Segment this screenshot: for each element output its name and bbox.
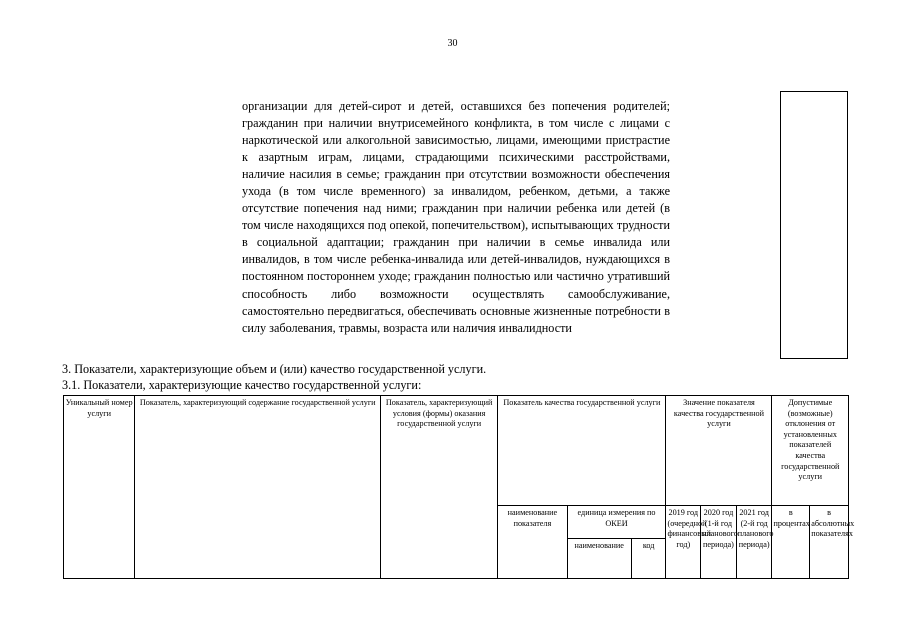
col-year-2019: 2019 год (очередной финансовый год)	[666, 506, 701, 579]
section-3-heading: 3. Показатели, характеризующие объем и (или) качество государственной услуги.	[62, 362, 487, 376]
col-content-indicator: Показатель, характеризующий содержание государственной услуги	[135, 396, 381, 579]
quality-indicators-table	[63, 395, 855, 579]
col-year-2021: 2021 год (2-й год планового периода)	[736, 506, 772, 579]
col-indicator-name: наименование показателя	[498, 506, 567, 579]
col-quality-indicator: Показатель качества государственной услуги	[498, 396, 666, 506]
section-3-1-heading: 3.1. Показатели, характеризующие качество государственной услуги:	[62, 378, 422, 392]
side-box	[780, 91, 848, 359]
col-in-percent: в процентах	[772, 506, 810, 579]
col-unit-name: наименование	[567, 539, 631, 579]
col-allowed-deviation: Допустимые (возможные) отклонения от установленных показателей качества государственной услуги	[772, 396, 849, 506]
body-paragraph: организации для детей-сирот и детей, оставшихся без попечения родителей; гражданин при наличии внутрисемейного конфликта, в том числе с лицами с наркотической или алкогольной зависимостью, лицами, имеющими пристрастие к азартным играм, лицами, страдающими психическими расстройствами, наличие насилия в семье; гражданин при отсутствии возможности обеспечения ухода (в том числе временного) за инвалидом, ребенком, детьми, а также отсутствие попечения над ними; гражданин при наличии ребенка или детей (в том числе находящихся под опекой, попечительством), испытывающих трудности в социальной адаптации; гражданин при наличии в семье инвалида или инвалидов, в том числе ребенка-инвалида или детей-инвалидов, нуждающихся в постоянном постороннем уходе; гражданин полностью или частично утративший способность либо возможности осуществлять самообслуживание, самостоятельно передвигаться, обеспечивать основные жизненные потребности в силу заболевания, травмы, возраста или наличия инвалидности	[242, 99, 670, 335]
col-year-2020: 2020 год (1-й год планового периода)	[701, 506, 737, 579]
col-unique-number: Уникальный номер услуги	[64, 396, 135, 579]
col-in-absolute: в абсолютных показателях	[810, 506, 849, 579]
col-unit-code: код	[631, 539, 666, 579]
col-condition-indicator: Показатель, характеризующий условия (формы) оказания государственной услуги	[381, 396, 498, 579]
col-indicator-value: Значение показателя качества государственной услуги	[666, 396, 772, 506]
page-number: 30	[447, 38, 458, 49]
col-unit-okei: единица измерения по ОКЕИ	[567, 506, 666, 539]
